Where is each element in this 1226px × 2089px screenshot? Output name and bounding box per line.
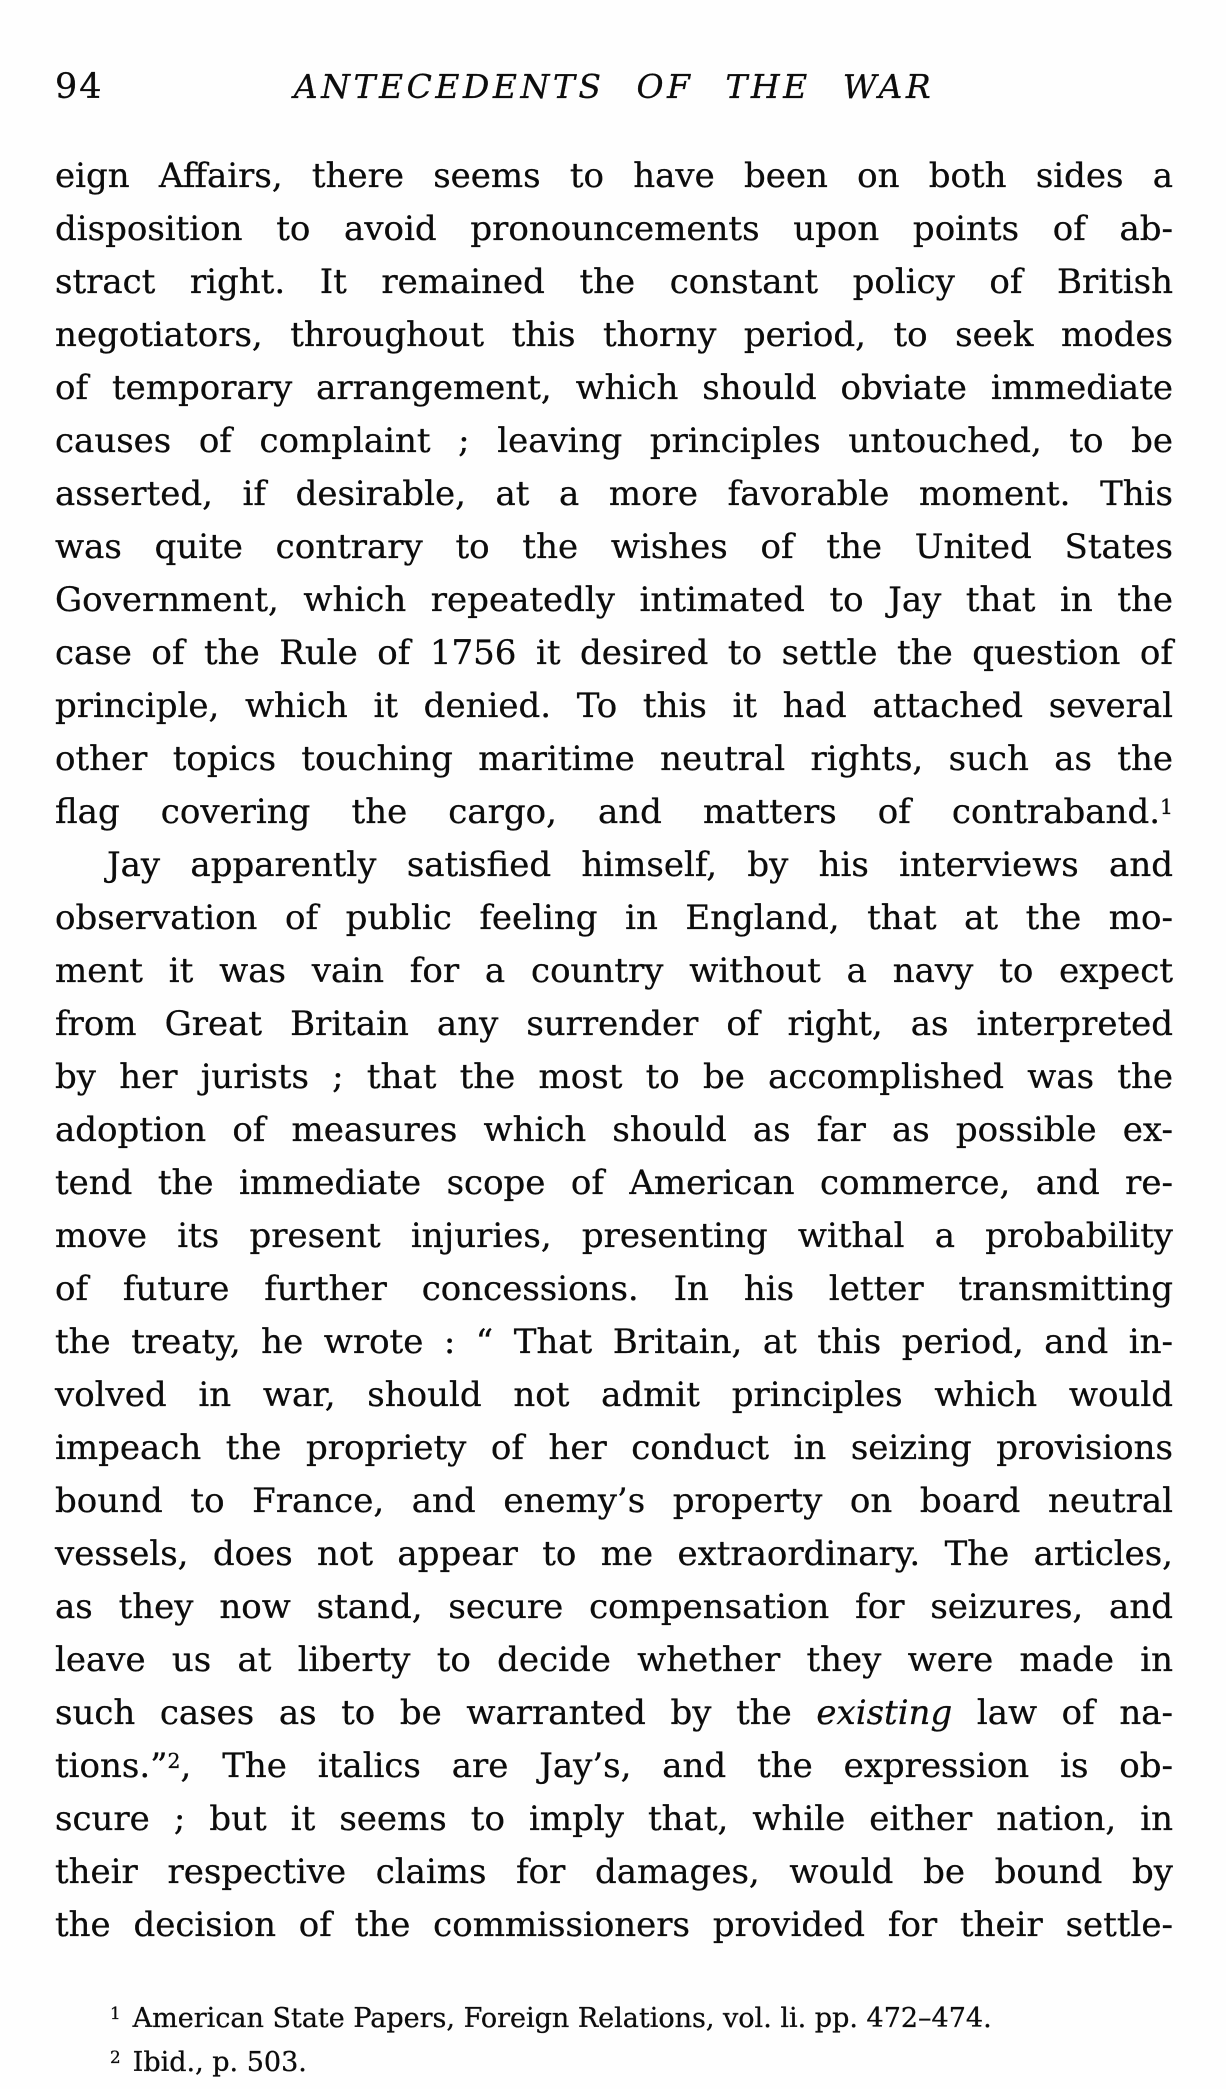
text-line: flag covering the cargo, and matters of contraband.$^1$ [55, 792, 1173, 832]
body-text [55, 150, 1173, 1952]
footnote [55, 1998, 1173, 2042]
text-line: as they now stand, secure compensation for seizures, and [55, 1587, 1173, 1627]
footnote-marker: 1 [110, 2002, 121, 2023]
text-line: other topics touching maritime neutral rights, such as the [55, 739, 1173, 779]
text-line: tend the immediate scope of American commerce, and re- [55, 1163, 1173, 1203]
text-line: stract right. It remained the constant policy of British [55, 262, 1173, 302]
text-line: observation of public feeling in England, that at the mo- [55, 898, 1173, 938]
text-line: adoption of measures which should as far as possible ex- [55, 1110, 1173, 1150]
running-header: ANTECEDENTS OF THE WAR [293, 67, 935, 106]
text-line: scure ; but it seems to imply that, while either nation, in [55, 1799, 1173, 1839]
footnote-text: American State Papers, Foreign Relations, vol. li. pp. 472–474. [132, 2003, 992, 2034]
text-line: eign Affairs, there seems to have been on both sides a [55, 156, 1173, 196]
text-line: the decision of the commissioners provided for their settle- [55, 1905, 1173, 1945]
paragraph [55, 150, 1173, 839]
text-line: from Great Britain any surrender of right, as interpreted [55, 1004, 1173, 1044]
text-line: ment it was vain for a country without a navy to expect [55, 951, 1173, 991]
text-line: vessels, does not appear to me extraordinary. The articles, [55, 1534, 1173, 1574]
text-line: causes of complaint ; leaving principles untouched, to be [55, 421, 1173, 461]
text-line: of temporary arrangement, which should obviate immediate [55, 368, 1173, 408]
page-number: 94 [55, 67, 104, 107]
text-line: asserted, if desirable, at a more favorable moment. This [55, 474, 1173, 514]
text-line: volved in war, should not admit principles which would [55, 1375, 1173, 1415]
paragraph [55, 839, 1173, 1952]
page-header [55, 62, 1173, 112]
text-line: tions.”$^2$, The italics are Jay’s, and the expression is ob- [55, 1746, 1173, 1786]
text-line: was quite contrary to the wishes of the United States [55, 527, 1173, 567]
text-line: such cases as to be warranted by the existing law of na- [55, 1693, 1173, 1733]
text-line: case of the Rule of 1756 it desired to settle the question of [55, 633, 1173, 673]
text-line: Jay apparently satisfied himself, by his interviews and [107, 845, 1173, 885]
text-line: of future further concessions. In his letter transmitting [55, 1269, 1173, 1309]
text-line: principle, which it denied. To this it had attached several [55, 686, 1173, 726]
footnote-text: Ibid., p. 503. [132, 2047, 307, 2078]
text-line: Government, which repeatedly intimated to Jay that in the [55, 580, 1173, 620]
text-line: impeach the propriety of her conduct in seizing provisions [55, 1428, 1173, 1468]
text-line: the treaty, he wrote : “ That Britain, at this period, and in- [55, 1322, 1173, 1362]
footnote [55, 2042, 1173, 2086]
text-line: negotiators, throughout this thorny period, to seek modes [55, 315, 1173, 355]
text-line: leave us at liberty to decide whether they were made in [55, 1640, 1173, 1680]
footnote-marker: 2 [110, 2046, 121, 2067]
text-line: their respective claims for damages, would be bound by [55, 1852, 1173, 1892]
text-line: disposition to avoid pronouncements upon points of ab- [55, 209, 1173, 249]
footnotes [55, 1998, 1173, 2086]
text-line: by her jurists ; that the most to be accomplished was the [55, 1057, 1173, 1097]
text-line: bound to France, and enemy’s property on board neutral [55, 1481, 1173, 1521]
text-line: move its present injuries, presenting withal a probability [55, 1216, 1173, 1256]
